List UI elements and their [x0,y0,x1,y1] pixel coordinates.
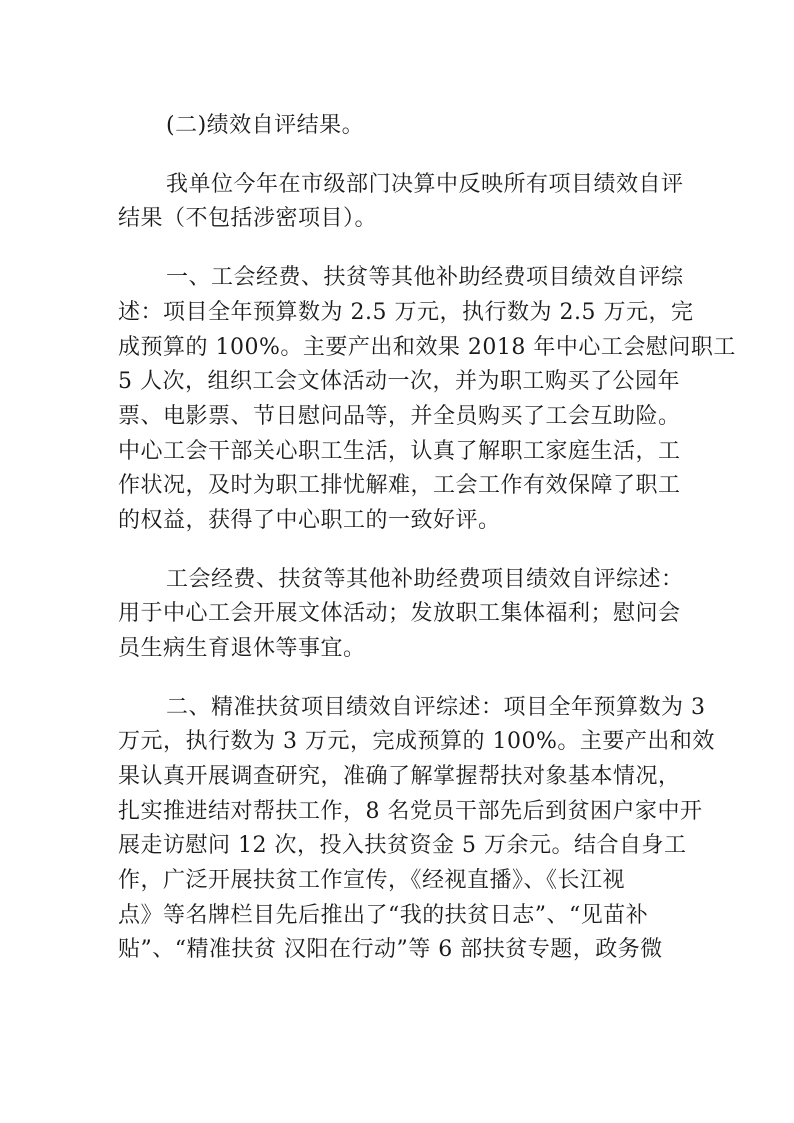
text-line: 中心工会干部关心职工生活，认真了解职工家庭生活，工 [118,439,681,464]
text-line: 一、工会经费、扶贫等其他补助经费项目绩效自评综 [166,265,684,290]
text-line: 5 人次，组织工会文体活动一次，并为职工购买了公园年 [118,369,680,394]
text-line: 的权益，获得了中心职工的一致好评。 [118,508,501,533]
text-line: 作，广泛开展扶贫工作宣传，《经视直播》、《长江视 [118,868,626,893]
text-line: 工会经费、扶贫等其他补助经费项目绩效自评综述： [166,567,684,592]
text-line: 员生病生育退休等事宜。 [118,636,366,661]
text-line: 票、电影票、节日慰问品等，并全员购买了工会互助险。 [118,404,681,429]
text-line: 我单位今年在市级部门决算中反映所有项目绩效自评 [166,172,684,197]
text-line: 贴”、“精准扶贫 汉阳在行动”等 6 部扶贫专题，政务微 [118,937,663,962]
text-line: 展走访慰问 12 次，投入扶贫资金 5 万余元。结合自身工 [118,833,687,858]
text-line: 二、精准扶贫项目绩效自评综述：项目全年预算数为 3 [166,695,706,720]
text-line: 成预算的 100%。主要产出和效果 2018 年中心工会慰问职工 [118,335,736,360]
text-line: 点》等名牌栏目先后推出了“我的扶贫日志”、“见苗补 [118,903,649,928]
text-line: 用于中心工会开展文体活动；发放职工集体福利；慰问会 [118,601,681,626]
section-heading: (二)绩效自评结果。 [166,113,365,138]
text-line: 果认真开展调查研究，准确了解掌握帮扶对象基本情况， [118,764,681,789]
text-line: 结果（不包括涉密项目）。 [118,206,378,231]
text-line: 作状况，及时为职工排忧解难，工会工作有效保障了职工 [118,473,681,498]
text-line: 万元，执行数为 3 万元，完成预算的 100%。主要产出和效 [118,729,715,754]
text-line: 述：项目全年预算数为 2.5 万元，执行数为 2.5 万元，完 [118,300,694,325]
text-line: 扎实推进结对帮扶工作，8 名党员干部先后到贫困户家中开 [118,799,703,824]
